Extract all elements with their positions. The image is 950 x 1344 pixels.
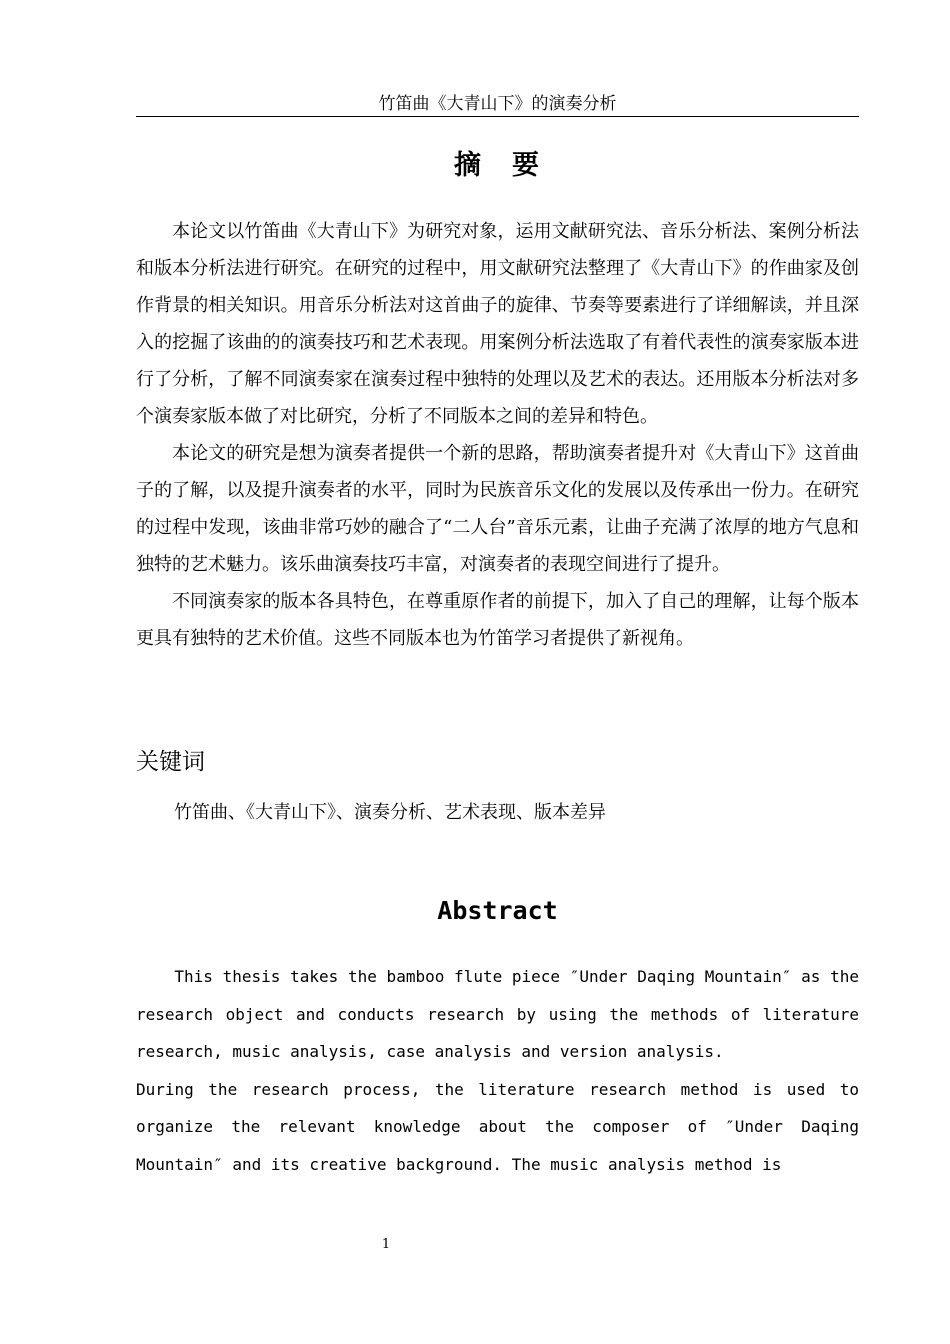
abstract-cn-body: [136, 213, 859, 657]
keywords-heading: 关键词: [136, 749, 205, 775]
running-header: 竹笛曲《大青山下》的演奏分析: [136, 93, 859, 117]
abstract-cn-title: 摘 要: [454, 150, 541, 181]
abstract-en-title: Abstract: [437, 896, 558, 925]
abstract-en-body: [136, 958, 859, 1183]
abstract-cn-paragraph-2: 本论文的研究是想为演奏者提供一个新的思路，帮助演奏者提升对《大青山下》这首曲子的了解，以及提升演奏者的水平，同时为民族音乐文化的发展以及传承出一份力。在研究的过程中发现，该曲非常巧妙的融合了“二人台”音乐元素，让曲子充满了浓厚的地方气息和独特的艺术魅力。该乐曲演奏技巧丰富，对演奏者的表现空间进行了提升。: [136, 443, 859, 575]
keywords-list: 竹笛曲、《大青山下》、演奏分析、艺术表现、版本差异: [174, 802, 606, 823]
page-number: 1: [381, 1237, 391, 1252]
abstract-en-paragraph-2: During the research process, the literature research method is used to organize the relevant knowledge about the composer of ″Under Daqing Mountain″ and its creative background. The music analysis method is: [136, 1079, 859, 1174]
abstract-cn-paragraph-3: 不同演奏家的版本各具特色，在尊重原作者的前提下，加入了自己的理解，让每个版本更具有独特的艺术价值。这些不同版本也为竹笛学习者提供了新视角。: [136, 591, 859, 649]
abstract-cn-paragraph-1: 本论文以竹笛曲《大青山下》为研究对象，运用文献研究法、音乐分析法、案例分析法和版本分析法进行研究。在研究的过程中，用文献研究法整理了《大青山下》的作曲家及创作背景的相关知识。用音乐分析法对这首曲子的旋律、节奏等要素进行了详细解读，并且深入的挖掘了该曲的的演奏技巧和艺术表现。用案例分析法选取了有着代表性的演奏家版本进行了分析，了解不同演奏家在演奏过程中独特的处理以及艺术的表达。还用版本分析法对多个演奏家版本做了对比研究，分析了不同版本之间的差异和特色。: [136, 221, 859, 427]
abstract-en-paragraph-1: This thesis takes the bamboo flute piece ″Under Daqing Mountain″ as the research object and conducts research by using the methods of literature research, music analysis, case analysis and version analysis.: [136, 967, 859, 1061]
